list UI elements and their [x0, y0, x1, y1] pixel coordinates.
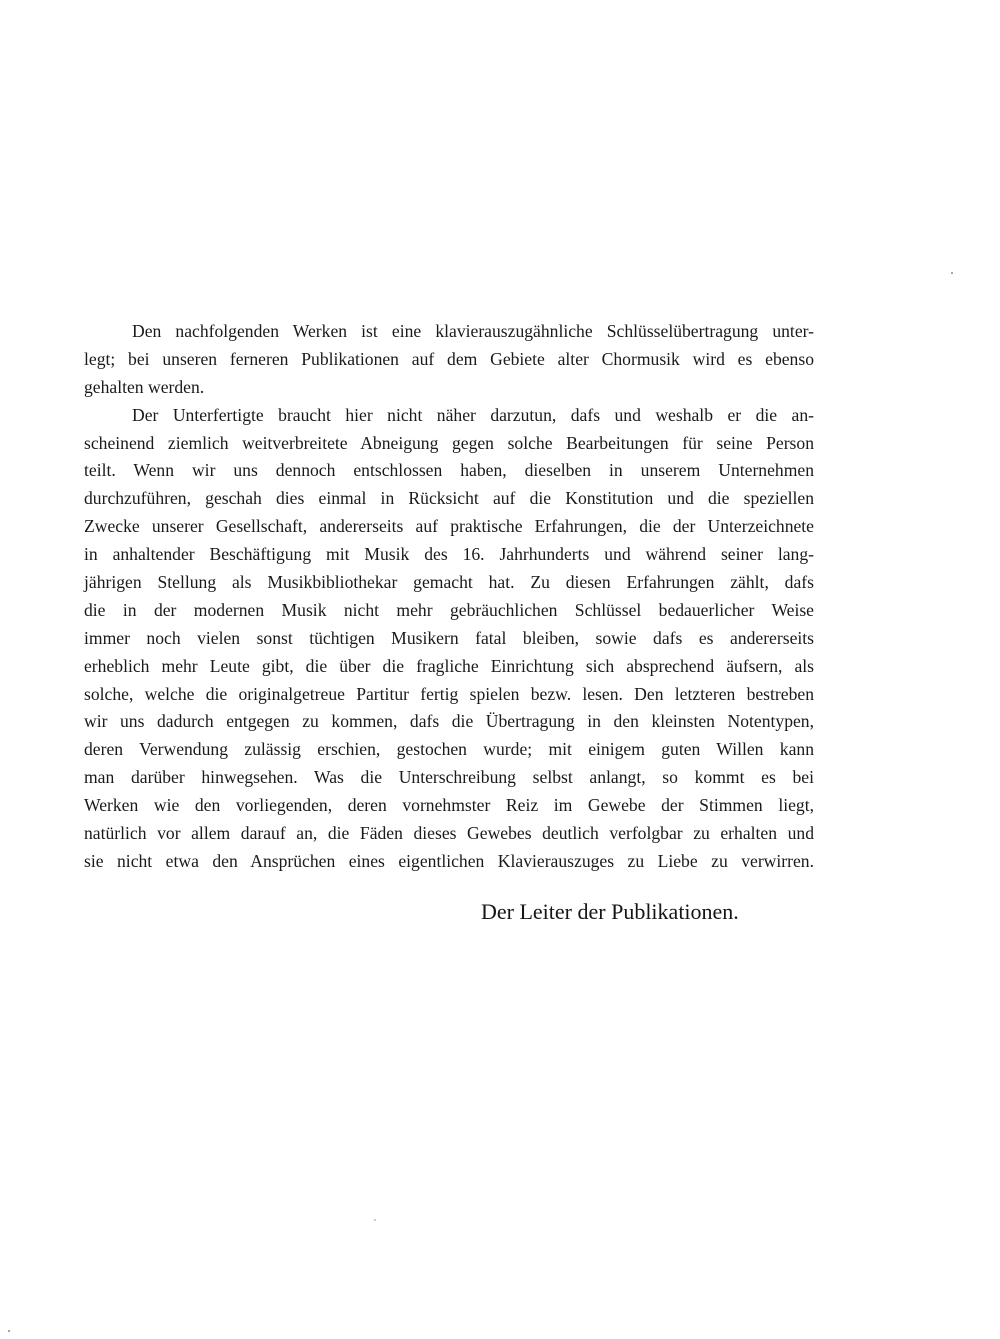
text-line: deren Verwendung zulässig erschien, gestochen wurde; mit einigem guten Willen kann [84, 739, 814, 760]
text-line: in anhaltender Beschäftigung mit Musik des 16. Jahrhunderts und während seiner lang- [84, 544, 814, 565]
text-line: Zwecke unserer Gesellschaft, andererseits auf praktische Erfahrungen, die der Unterzeichnete [84, 516, 814, 537]
scan-speck [951, 272, 953, 274]
scan-speck [8, 1330, 10, 1332]
text-line: durchzuführen, geschah dies einmal in Rücksicht auf die Konstitution und die speziellen [84, 488, 814, 509]
text-line: Werken wie den vorliegenden, deren vornehmster Reiz im Gewebe der Stimmen liegt, [84, 795, 814, 816]
text-line: Der Unterfertigte braucht hier nicht näher darzutun, dafs und weshalb er die an- [132, 404, 814, 425]
text-line: erheblich mehr Leute gibt, die über die fragliche Einrichtung sich absprechend äufsern, als [84, 655, 814, 676]
text-line: wir uns dadurch entgegen zu kommen, dafs die Übertragung in den kleinsten Notentypen, [84, 711, 814, 732]
signature: Der Leiter der Publikationen. [481, 899, 739, 924]
text-line: Den nachfolgenden Werken ist eine klavierauszugähnliche Schlüsselübertragung unter- [132, 321, 814, 341]
text-line: natürlich vor allem darauf an, die Fäden dieses Gewebes deutlich verfolgbar zu erhalten und [84, 823, 814, 844]
text-line: solche, welche die originalgetreue Partitur fertig spielen bezw. lesen. Den letzteren bestreben [84, 683, 814, 704]
text-line: scheinend ziemlich weitverbreitete Abneigung gegen solche Bearbeitungen für seine Person [84, 432, 814, 453]
text-line: teilt. Wenn wir uns dennoch entschlossen haben, dieselben in unserem Unternehmen [84, 460, 814, 481]
text-line: sie nicht etwa den Ansprüchen eines eigentlichen Klavierauszuges zu Liebe zu verwirren. [84, 850, 814, 871]
text-line: immer noch vielen sonst tüchtigen Musikern fatal bleiben, sowie dafs es andererseits [84, 627, 814, 648]
text-line: legt; bei unseren ferneren Publikationen auf dem Gebiete alter Chormusik wird es ebenso [84, 348, 814, 369]
text-line: man darüber hinwegsehen. Was die Unterschreibung selbst anlangt, so kommt es bei [84, 767, 814, 788]
scan-speck [374, 1219, 376, 1221]
text-line: jährigen Stellung als Musikbibliothekar gemacht hat. Zu diesen Erfahrungen zählt, dafs [84, 572, 814, 593]
text-line: die in der modernen Musik nicht mehr gebräuchlichen Schlüssel bedauerlicher Weise [84, 599, 814, 620]
paragraph-1 [84, 318, 814, 402]
text-line: gehalten werden. [84, 376, 205, 397]
paragraph-2 [84, 402, 814, 876]
body-text [84, 318, 814, 876]
